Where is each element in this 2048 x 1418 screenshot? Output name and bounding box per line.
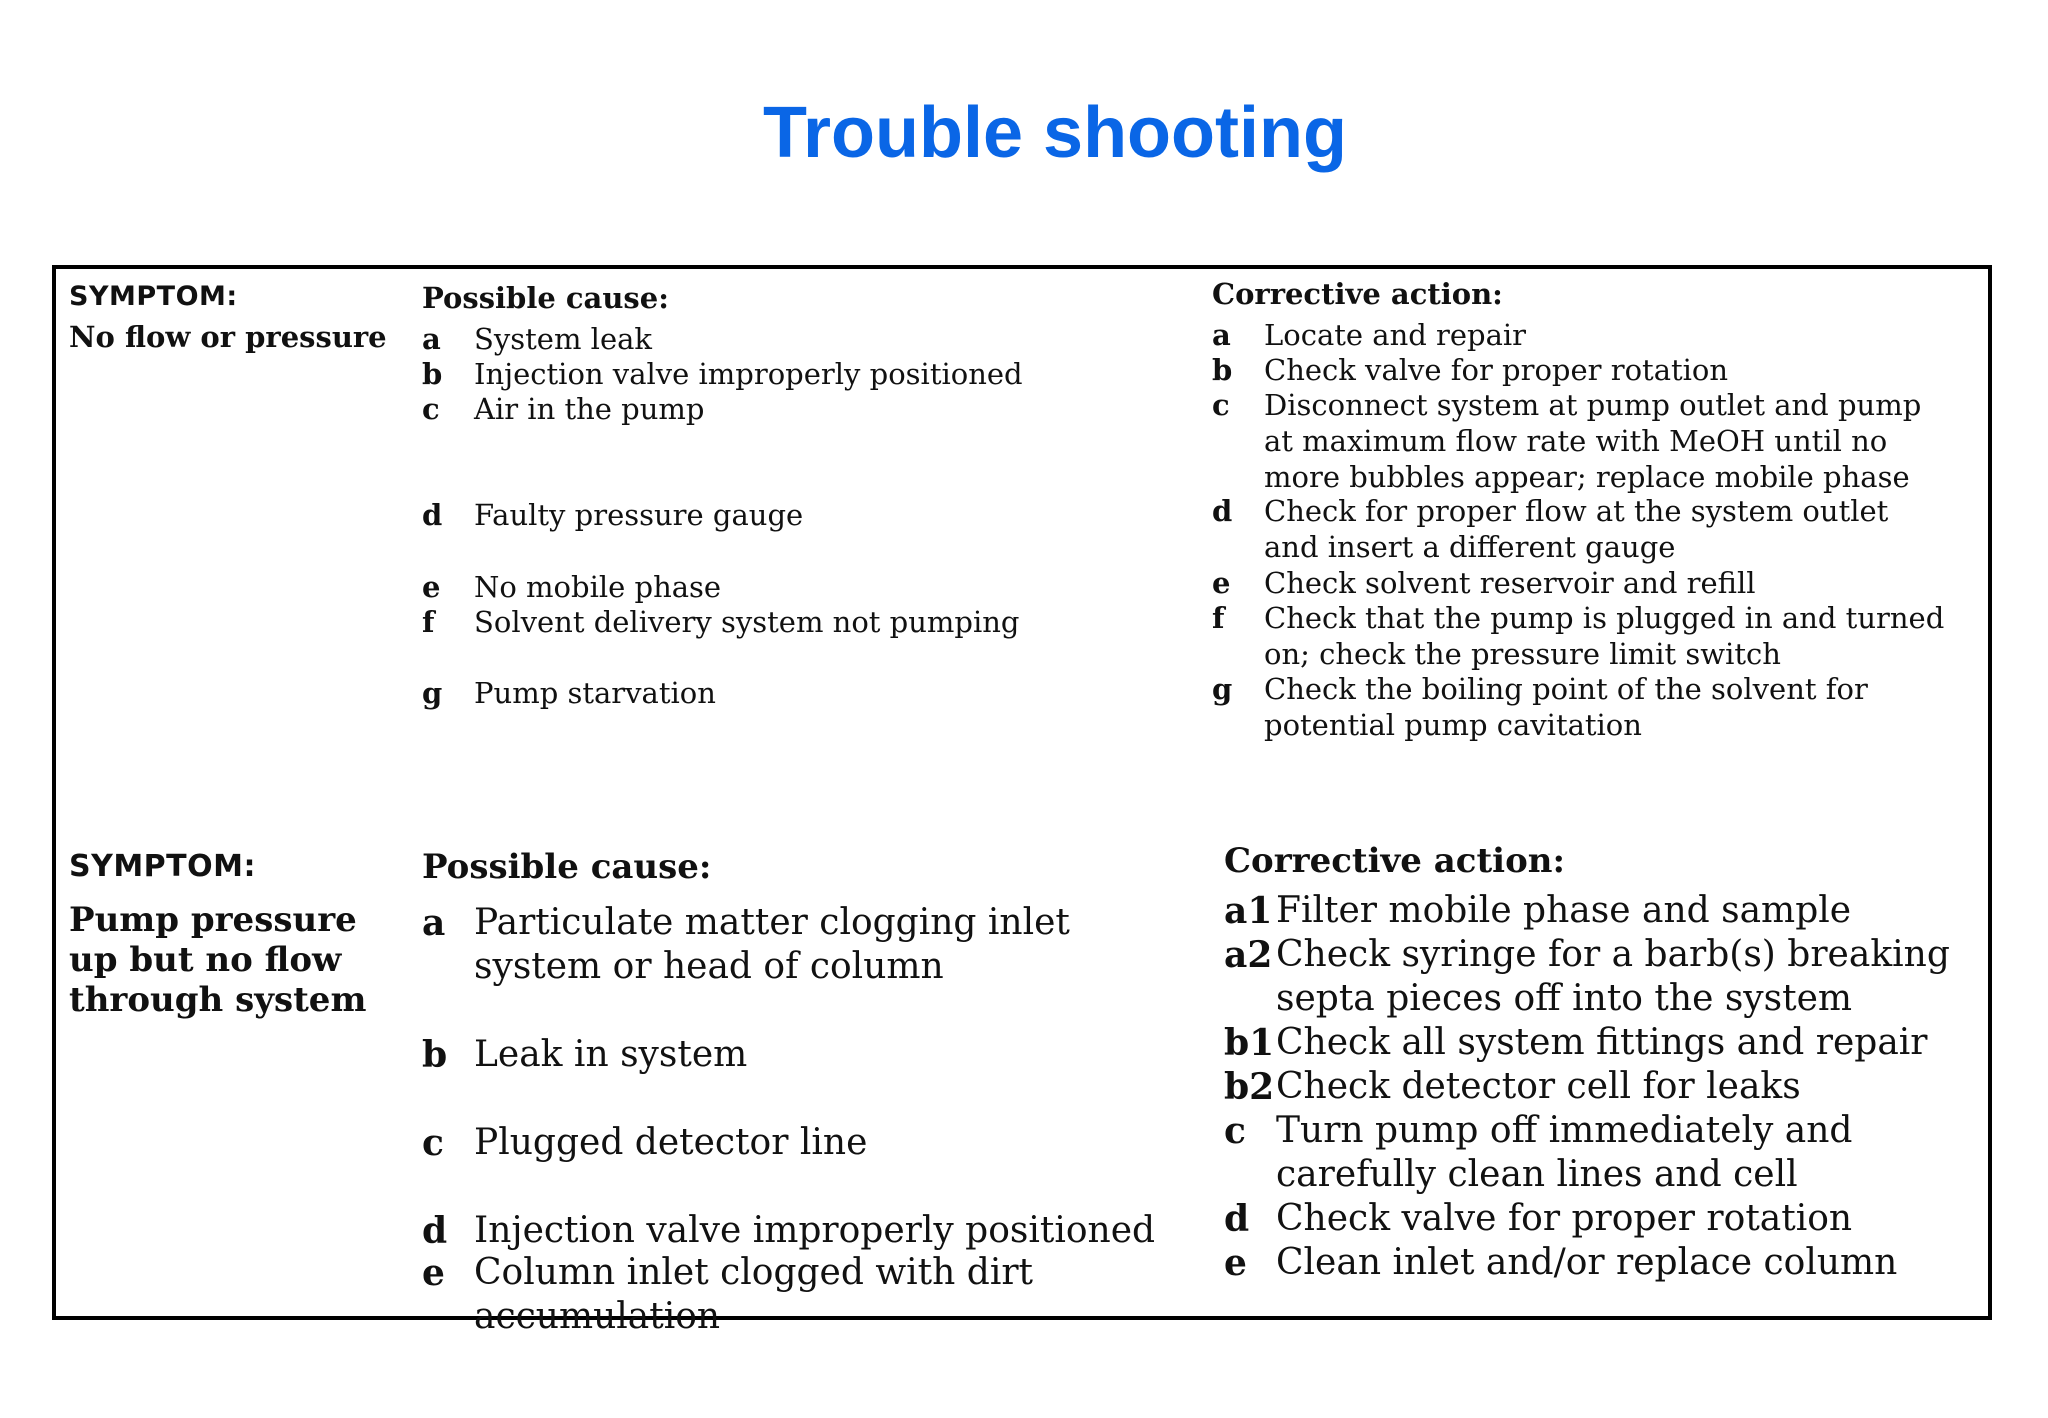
page-title: Trouble shooting: [763, 93, 1347, 173]
action-item: [1212, 671, 1952, 743]
action-key: c: [1212, 388, 1230, 422]
action-key: a2: [1224, 934, 1273, 976]
symptom-cell: [69, 849, 389, 1020]
cause-key: a: [422, 902, 446, 944]
action-text: Check all system fittings and repair: [1276, 1022, 1928, 1063]
action-item: [1212, 387, 1952, 495]
cause-item: [422, 391, 1142, 427]
action-text: Check syringe for a barb(s) breaking septa pieces off into the system: [1276, 934, 1950, 1019]
action-text: Disconnect system at pump outlet and pump at maximum flow rate with MeOH until no more bubbles appear; replace mobile phase: [1264, 388, 1922, 494]
troubleshooting-section: [56, 841, 1988, 1337]
cause-item: [422, 604, 1142, 640]
action-text: Turn pump off immediately and carefully clean lines and cell: [1276, 1110, 1853, 1195]
action-header: Corrective action:: [1224, 841, 1566, 881]
action-item: [1212, 493, 1952, 565]
action-text: Clean inlet and/or replace column: [1276, 1242, 1898, 1283]
cause-header: Possible cause:: [422, 281, 669, 315]
symptom-label: SYMPTOM:: [69, 281, 238, 312]
action-text: Check that the pump is plugged in and turned on; check the pressure limit switch: [1264, 601, 1945, 671]
cause-key: g: [422, 676, 443, 710]
action-key: a1: [1224, 890, 1273, 932]
cause-item: [422, 1251, 1182, 1339]
action-text: Check for proper flow at the system outlet and insert a different gauge: [1264, 494, 1889, 564]
cause-key: f: [422, 605, 435, 639]
cause-key: c: [422, 392, 440, 426]
action-key: c: [1224, 1110, 1246, 1152]
cause-item: [422, 901, 1142, 989]
action-item: [1212, 317, 1952, 353]
action-key: d: [1212, 494, 1233, 528]
cause-text: Leak in system: [474, 1034, 748, 1075]
cause-item: [422, 675, 1142, 711]
cause-text: Injection valve improperly positioned: [474, 357, 1023, 391]
cause-key: b: [422, 1034, 448, 1076]
cause-text: Air in the pump: [474, 392, 705, 426]
troubleshooting-table: [52, 265, 1992, 1337]
action-item: [1224, 1241, 1964, 1285]
action-key: f: [1212, 601, 1225, 635]
cause-text: System leak: [474, 322, 652, 356]
cause-key: d: [422, 1210, 448, 1252]
cause-item: [422, 356, 1142, 392]
action-item: [1224, 1197, 1964, 1241]
symptom-cell: [69, 281, 389, 354]
action-item: [1224, 1109, 1964, 1197]
cause-item: [422, 321, 1142, 357]
action-item: [1224, 1065, 1964, 1109]
action-text: Check solvent reservoir and refill: [1264, 566, 1756, 600]
action-key: b1: [1224, 1022, 1275, 1064]
action-key: g: [1212, 672, 1233, 706]
action-item: [1212, 600, 1952, 672]
action-key: a: [1212, 318, 1231, 352]
cause-text: Pump starvation: [474, 676, 716, 710]
cause-item: [422, 1209, 1182, 1253]
action-text: Filter mobile phase and sample: [1276, 890, 1852, 931]
action-text: Locate and repair: [1264, 318, 1527, 352]
cause-item: [422, 569, 1142, 605]
action-key: d: [1224, 1198, 1250, 1240]
action-text: Check valve for proper rotation: [1276, 1198, 1853, 1239]
cause-key: c: [422, 1122, 444, 1164]
cause-text: Solvent delivery system not pumping: [474, 605, 1020, 639]
cause-text: Faulty pressure gauge: [474, 498, 804, 532]
cause-key: d: [422, 498, 443, 532]
action-item: [1224, 889, 1964, 933]
action-item: [1212, 352, 1952, 388]
cause-key: a: [422, 322, 441, 356]
cause-item: [422, 497, 1142, 533]
action-header: Corrective action:: [1212, 277, 1503, 311]
cause-key: e: [422, 570, 441, 604]
action-item: [1224, 1021, 1964, 1065]
cause-item: [422, 1033, 1142, 1077]
cause-key: e: [422, 1252, 445, 1294]
action-key: e: [1212, 566, 1231, 600]
symptom-text: No flow or pressure: [69, 320, 387, 354]
action-key: e: [1224, 1242, 1247, 1284]
action-key: b2: [1224, 1066, 1275, 1108]
cause-text: Column inlet clogged with dirt accumulation: [474, 1252, 1034, 1337]
cause-text: No mobile phase: [474, 570, 722, 604]
cause-item: [422, 1121, 1142, 1165]
troubleshooting-section: [56, 269, 1988, 809]
cause-key: b: [422, 357, 443, 391]
cause-text: Particulate matter clogging inlet system or head of column: [474, 902, 1070, 987]
cause-text: Plugged detector line: [474, 1122, 868, 1163]
action-text: Check valve for proper rotation: [1264, 353, 1729, 387]
symptom-label: SYMPTOM:: [69, 849, 256, 884]
action-text: Check detector cell for leaks: [1276, 1066, 1801, 1107]
cause-text: Injection valve improperly positioned: [474, 1210, 1156, 1251]
action-item: [1212, 565, 1952, 601]
action-text: Check the boiling point of the solvent for potential pump cavitation: [1264, 672, 1868, 742]
symptom-text: Pump pressure up but no flow through system: [69, 900, 367, 1020]
action-key: b: [1212, 353, 1233, 387]
action-item: [1224, 933, 1964, 1021]
cause-header: Possible cause:: [422, 847, 712, 887]
